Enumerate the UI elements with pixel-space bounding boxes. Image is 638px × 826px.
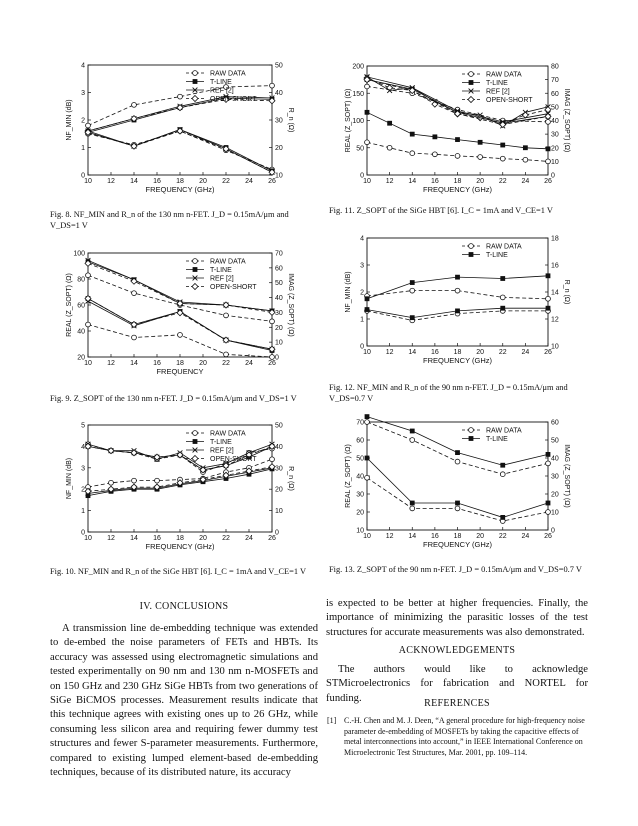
y-left-tick-label: 10 [356,527,364,535]
y-left-tick-label: 3 [360,262,364,270]
y-left-tick-label: 150 [352,90,364,98]
data-point [410,429,415,434]
y-right-tick-label: 14 [551,289,559,297]
y-right-tick-label: 40 [275,90,283,97]
y-right-tick-label: 70 [275,250,283,258]
y-left-tick-label: 0 [360,343,364,351]
series-line [367,417,548,466]
data-point [365,414,370,419]
data-point [500,463,505,468]
legend-label: T-LINE [210,439,232,446]
y-left-tick-label: 1 [81,508,85,516]
x-tick-label: 12 [107,178,115,185]
x-tick-label: 24 [521,533,530,540]
data-point [365,456,370,461]
fig10-caption: Fig. 10. NF_MIN and R_n of the SiGe HBT [6]. I_C = 1mA and V_CE=1 V [50,567,307,576]
data-point [410,501,415,506]
y-right-tick-label: 20 [275,486,283,494]
y-right-tick-label: 10 [551,509,559,517]
x-tick-label: 14 [130,360,138,367]
legend-label: RAW DATA [486,71,522,79]
legend-label: REF [2] [486,88,510,96]
x-tick-label: 20 [199,535,207,542]
y-left-tick-label: 50 [356,145,364,153]
conclusions-continued: is expected to be better at higher frequencies. Finally, the importance of minimizing the parasitic losses of the test structures for accurate measurements was also demonstrated. [326,598,588,638]
x-tick-label: 12 [107,535,115,542]
y-left-tick-label: 4 [360,235,364,243]
data-point [546,461,551,466]
x-tick-label: 10 [363,349,371,356]
y-left-axis-label: REAL (Z_SOPT) (Ω) [345,444,352,508]
y-right-tick-label: 70 [551,77,559,85]
y-right-tick-label: 0 [551,527,555,535]
y-right-tick-label: 0 [275,529,279,537]
y-left-tick-label: 20 [77,354,85,362]
y-right-axis-label: R_n (Ω) [287,466,294,491]
y-left-tick-label: 70 [356,419,364,427]
legend-label: REF [2] [210,447,234,455]
y-left-tick-label: 1 [360,316,364,324]
y-left-tick-label: 5 [81,422,85,430]
y-left-tick-label: 30 [356,491,364,499]
x-tick-label: 18 [176,178,184,185]
y-left-tick-label: 40 [77,328,85,336]
y-right-tick-label: 80 [551,63,559,71]
x-tick-label: 12 [385,178,394,185]
x-tick-label: 22 [498,533,507,540]
references-heading: REFERENCES [424,698,490,709]
x-tick-label: 18 [453,178,462,185]
y-left-axis-label: REAL (Z_SOPT) (Ω) [66,273,73,337]
reference-1: C.-H. Chen and M. J. Deen, “A general procedure for high-frequency noise parameter de-embedding of MOSFETs by taking the capacitive effects of metal interconnections into account,” in IEEE International Conference on Microelectronic Test Structures, Mar. 2001, pp. 109–114. [344,716,585,757]
y-right-tick-label: 40 [275,295,283,303]
y-right-tick-label: 10 [275,508,283,516]
x-tick-label: 16 [153,535,161,542]
data-point [455,459,460,464]
data-point [500,515,505,520]
y-right-tick-label: 12 [551,316,559,324]
y-left-tick-label: 1 [81,145,85,152]
y-right-tick-label: 30 [275,309,283,317]
x-tick-label: 22 [222,360,230,367]
y-right-tick-label: 40 [551,455,559,463]
legend-label: T-LINE [486,436,508,443]
x-tick-label: 18 [176,360,184,367]
y-right-tick-label: 30 [551,131,559,139]
y-right-axis-label: IMAG (Z_SOPT) (Ω) [563,444,570,508]
x-tick-label: 14 [408,533,417,540]
y-left-tick-label: 0 [81,529,85,537]
x-tick-label: 18 [453,349,462,356]
x-tick-label: 16 [153,360,161,367]
data-point [546,452,551,457]
x-tick-label: 26 [268,178,276,185]
y-right-tick-label: 10 [551,343,559,351]
y-left-tick-label: 0 [360,172,364,180]
x-tick-label: 12 [107,360,115,367]
data-point [410,438,415,443]
legend-label: RAW DATA [486,427,522,435]
x-tick-label: 24 [245,535,253,542]
y-left-tick-label: 100 [73,250,85,258]
x-tick-label: 20 [476,533,485,540]
legend-label: T-LINE [210,79,232,86]
acknowledgements-text: The authors would like to acknowledge STMicroelectronics for fabrication and NORTEL for funding. [326,664,588,704]
x-tick-label: 10 [84,535,92,542]
legend-label: RAW DATA [210,70,246,78]
x-tick-label: 18 [176,535,184,542]
y-left-tick-label: 0 [81,172,85,180]
y-right-tick-label: 10 [275,339,283,347]
x-tick-label: 16 [430,533,439,540]
data-point [455,501,460,506]
y-right-axis-label: R_n (Ω) [287,107,294,133]
data-point [500,472,505,477]
fig13-caption: Fig. 13. Z_SOPT of the 90 nm n-FET. J_D = 0.15mA/μm and V_DS=0.7 V [329,565,582,574]
x-axis-label: FREQUENCY (GHz) [422,185,493,194]
x-tick-label: 20 [199,360,207,367]
legend-label: T-LINE [486,80,508,87]
y-left-tick-label: 60 [77,302,85,310]
series-line [367,478,548,521]
y-right-tick-label: 60 [551,90,559,98]
x-tick-label: 20 [476,349,485,356]
legend-label: OPEN-SHORT [210,284,257,291]
data-point [365,420,370,425]
x-tick-label: 10 [363,533,371,540]
y-right-tick-label: 16 [551,262,559,270]
y-right-tick-label: 0 [275,354,279,362]
legend-label: OPEN-SHORT [210,456,257,463]
x-tick-label: 22 [498,349,507,356]
data-point [455,506,460,511]
y-left-tick-label: 200 [352,63,364,71]
y-right-tick-label: 10 [551,158,559,166]
y-left-tick-label: 2 [81,486,85,494]
legend-label: T-LINE [486,252,508,259]
y-left-axis-label: NF_MIN (dB) [66,457,73,500]
x-tick-label: 26 [268,360,276,367]
y-right-tick-label: 50 [275,62,283,70]
x-axis-label: FREQUENCY (GHz) [422,540,493,549]
y-right-tick-label: 0 [551,172,555,180]
y-right-axis-label: R_n (Ω) [563,279,570,305]
y-right-axis-label: IMAG (Z_SOPT) (Ω) [563,88,570,153]
y-left-tick-label: 80 [77,276,85,284]
y-right-tick-label: 20 [275,324,283,332]
x-axis-label: FREQUENCY (GHz) [145,542,215,551]
y-left-tick-label: 100 [352,118,364,125]
y-right-tick-label: 20 [551,145,559,153]
y-right-tick-label: 60 [275,265,283,273]
y-left-tick-label: 4 [81,62,85,70]
acknowledgements-heading: ACKNOWLEDGEMENTS [398,645,516,656]
x-tick-label: 10 [84,360,92,367]
y-left-tick-label: 3 [81,465,85,473]
y-right-tick-label: 60 [551,419,559,427]
data-point [455,450,460,455]
y-right-tick-label: 30 [275,465,283,473]
x-axis-label: FREQUENCY [156,367,204,376]
x-tick-label: 20 [476,178,485,185]
x-tick-label: 16 [430,349,439,356]
y-right-tick-label: 50 [275,422,283,430]
x-tick-label: 26 [544,533,552,540]
x-tick-label: 12 [385,533,394,540]
y-right-tick-label: 50 [551,437,559,445]
fig9-caption: Fig. 9. Z_SOPT of the 130 nm n-FET. J_D = 0.15mA/μm and V_DS=1 V [50,394,297,403]
fig11-caption: Fig. 11. Z_SOPT of the SiGe HBT [6]. I_C = 1mA and V_CE=1 V [329,206,553,215]
legend-label: RAW DATA [210,258,246,266]
legend-label: RAW DATA [210,430,246,438]
x-tick-label: 22 [222,178,230,185]
y-right-tick-label: 50 [551,104,559,112]
data-point [365,475,370,480]
y-left-tick-label: 60 [356,437,364,445]
x-tick-label: 22 [222,535,230,542]
legend-marker [469,436,474,441]
y-left-axis-label: NF_MIN (dB) [66,99,73,141]
reference-1-number: [1] [327,716,337,725]
x-tick-label: 20 [199,178,207,185]
y-right-tick-label: 30 [551,473,559,481]
x-tick-label: 24 [521,178,530,185]
y-right-tick-label: 30 [275,117,283,125]
y-left-tick-label: 4 [81,443,85,451]
y-right-tick-label: 40 [275,443,283,451]
x-tick-label: 18 [453,533,462,540]
y-right-tick-label: 50 [275,280,283,288]
x-tick-label: 16 [153,178,161,185]
plot-frame [367,422,548,530]
x-tick-label: 26 [544,349,552,356]
y-left-tick-label: 20 [356,509,364,517]
y-left-tick-label: 3 [81,90,85,97]
y-right-tick-label: 40 [551,118,559,125]
x-tick-label: 24 [521,349,530,356]
fig8-caption: Fig. 8. NF_MIN and R_n of the 130 nm n-FET. J_D = 0.15mA/μm and V_DS=1 V [50,210,289,230]
y-right-tick-label: 20 [275,145,283,152]
x-tick-label: 26 [544,178,552,185]
legend-label: REF [2] [210,275,234,283]
x-tick-label: 26 [268,535,276,542]
legend-label: OPEN-SHORT [486,97,533,104]
x-tick-label: 14 [130,178,138,185]
conclusions-heading: IV. CONCLUSIONS [139,601,229,612]
x-tick-label: 14 [130,535,138,542]
y-right-tick-label: 18 [551,235,559,243]
x-tick-label: 16 [430,178,439,185]
y-right-tick-label: 20 [551,491,559,499]
conclusions-paragraph: A transmission line de-embedding technique was extended to de-embed the noise parameters of FETs and HBTs. Its accuracy was assessed using electromagnetic simulations and tested experimentally on 90 nm and 130 nm n-MOSFETs and on 150 GHz and 230 GHz SiGe HBTs from two generations of SiGe BiCMOS processes. Measurement results indicate that this technique agrees with existing ones up to 26 GHz, while consuming less silicon area and requiring fewer dummy test structures and fewer S-parameter measurements. Furthermore, compared to existing lumped element-based de-embedding techniques, because of its distributed nature, its accuracy [50,623,318,779]
data-point [546,510,551,515]
x-tick-label: 14 [408,178,417,185]
data-point [546,501,551,506]
x-tick-label: 24 [245,178,253,185]
x-tick-label: 12 [385,349,394,356]
x-tick-label: 22 [498,178,507,185]
y-left-tick-label: 2 [360,289,364,297]
legend-label: OPEN-SHORT [210,96,257,103]
y-left-axis-label: REAL (Z_SOPT) (Ω) [345,88,352,153]
x-axis-label: FREQUENCY (GHz) [422,356,493,365]
legend-label: REF [2] [210,87,234,95]
legend-label: RAW DATA [486,243,522,251]
x-tick-label: 14 [408,349,417,356]
y-left-tick-label: 40 [356,473,364,481]
fig12-caption: Fig. 12. NF_MIN and R_n of the 90 nm n-FET. J_D = 0.15mA/μm and V_DS=0.7 V [329,383,568,403]
y-right-axis-label: IMAG (Z_SOPT) (Ω) [287,273,294,337]
x-tick-label: 10 [363,178,371,185]
data-point [410,506,415,511]
x-tick-label: 24 [245,360,253,367]
x-tick-label: 10 [84,178,92,185]
y-left-tick-label: 2 [81,117,85,125]
x-axis-label: FREQUENCY (GHz) [145,185,215,194]
legend-marker [469,428,474,433]
y-left-tick-label: 50 [356,455,364,463]
legend-label: T-LINE [210,267,232,274]
y-right-tick-label: 10 [275,172,283,180]
y-left-axis-label: NF_MIN (dB) [345,271,352,313]
